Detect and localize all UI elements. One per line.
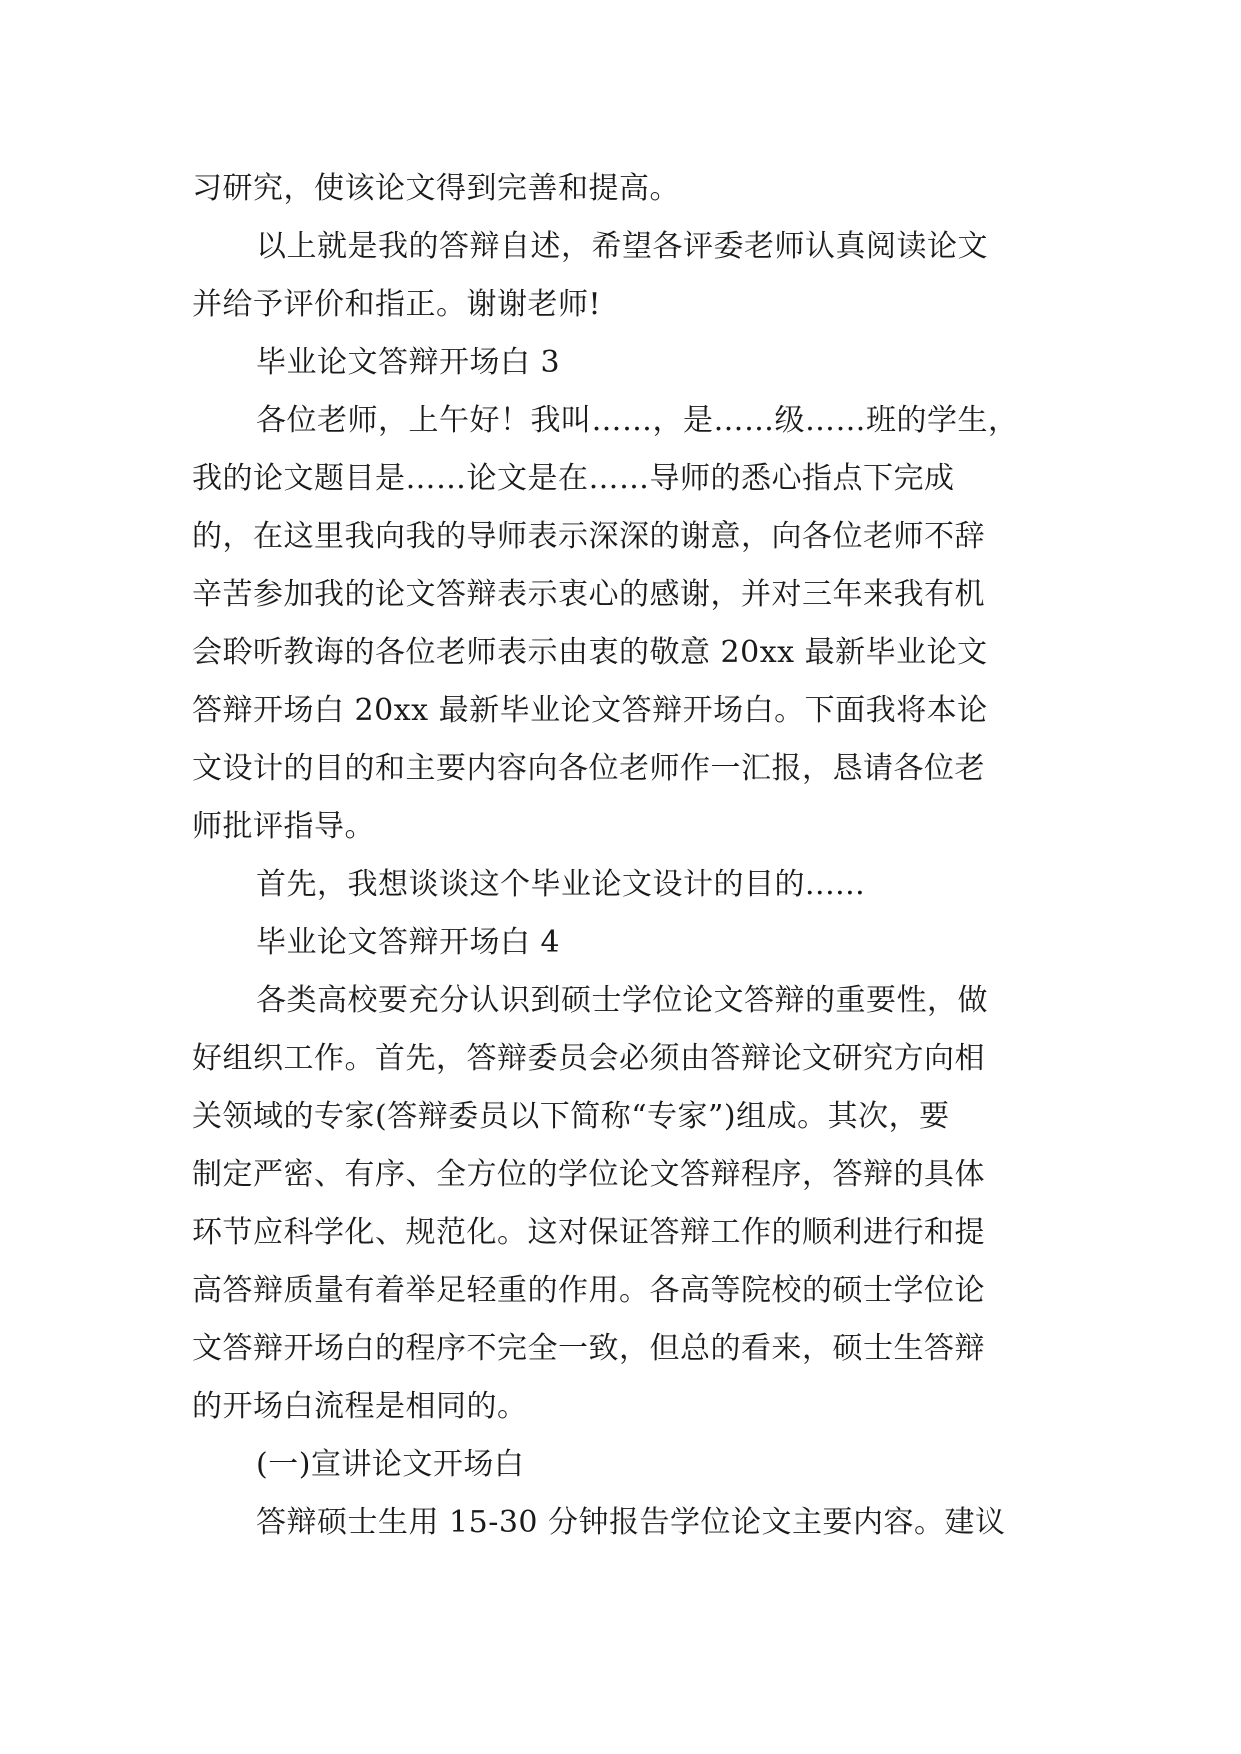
paragraph-line: 制定严密、有序、全方位的学位论文答辩程序，答辩的具体 — [192, 1157, 985, 1192]
paragraph-line: 的开场白流程是相同的。 — [192, 1389, 528, 1424]
paragraph-line: 的，在这里我向我的导师表示深深的谢意，向各位老师不辞 — [192, 519, 985, 554]
paragraph-line: 各类高校要充分认识到硕士学位论文答辩的重要性，做 — [256, 983, 988, 1018]
paragraph-line: 高答辩质量有着举足轻重的作用。各高等院校的硕士学位论 — [192, 1273, 985, 1308]
paragraph-line: 辛苦参加我的论文答辩表示衷心的感谢，并对三年来我有机 — [192, 577, 985, 612]
paragraph-line: 首先，我想谈谈这个毕业论文设计的目的...... — [256, 867, 866, 902]
section-heading: 毕业论文答辩开场白 3 — [256, 345, 561, 380]
paragraph-line: 关领域的专家(答辩委员以下简称“专家”)组成。其次，要 — [192, 1099, 950, 1134]
paragraph-line: 会聆听教诲的各位老师表示由衷的敬意 20xx 最新毕业论文 — [192, 635, 988, 670]
paragraph-line: 各位老师，上午好！我叫……，是……级……班的学生， — [256, 403, 1019, 438]
paragraph-line: 环节应科学化、规范化。这对保证答辩工作的顺利进行和提 — [192, 1215, 985, 1250]
paragraph-line: 以上就是我的答辩自述，希望各评委老师认真阅读论文 — [256, 229, 988, 264]
document-page — [192, 160, 1050, 1552]
paragraph-line: 习研究，使该论文得到完善和提高。 — [192, 171, 680, 206]
paragraph-line: 师批评指导。 — [192, 809, 375, 844]
paragraph-line: 并给予评价和指正。谢谢老师! — [192, 287, 602, 322]
paragraph-line: 好组织工作。首先，答辩委员会必须由答辩论文研究方向相 — [192, 1041, 985, 1076]
paragraph-line: 我的论文题目是……论文是在……导师的悉心指点下完成 — [192, 461, 955, 496]
subsection-heading: (一)宣讲论文开场白 — [256, 1447, 525, 1482]
paragraph-line: 文设计的目的和主要内容向各位老师作一汇报，恳请各位老 — [192, 751, 985, 786]
paragraph-line: 文答辩开场白的程序不完全一致，但总的看来，硕士生答辩 — [192, 1331, 985, 1366]
paragraph-line: 答辩硕士生用 15-30 分钟报告学位论文主要内容。建议 — [256, 1505, 1006, 1540]
paragraph-line: 答辩开场白 20xx 最新毕业论文答辩开场白。下面我将本论 — [192, 693, 988, 728]
section-heading: 毕业论文答辩开场白 4 — [256, 925, 561, 960]
